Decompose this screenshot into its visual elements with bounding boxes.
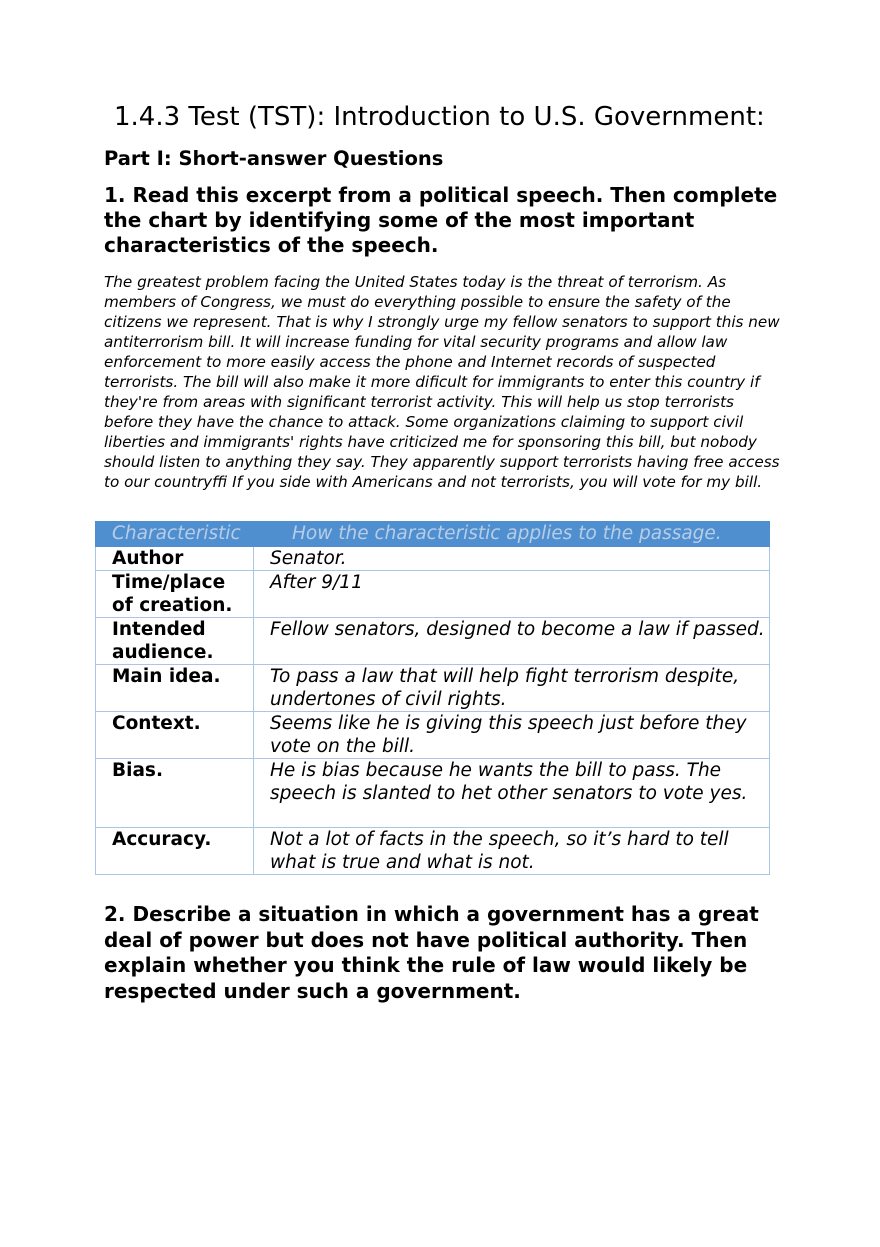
part-heading: Part I: Short-answer Questions: [104, 147, 444, 170]
row-value-accuracy: Not a lot of facts in the speech, so it’s hard to tell what is true and what is not.: [254, 828, 770, 875]
speech-excerpt: The greatest problem facing the United States today is the threat of terrorism. As members of Congress, we must do everything possible to ensure the safety of the citizens we represent. That is why I strongly urge my fellow senators to support this new antiterrorism bill. It will increase funding for vital security programs and allow law enforcement to more easily access the phone and Internet records of suspected terrorists. The bill will also make it more diﬁcult for immigrants to enter this country if they're from areas with significant terrorist activity. This will help us stop terrorists before they have the chance to attack. Some organizations claiming to support civil liberties and immigrants' rights have criticized me for sponsoring this bill, but nobody should listen to anything they say. They apparently support terrorists having free access to our countryﬃ If you side with Americans and not terrorists, you will vote for my bill.: [104, 273, 780, 491]
table-row: [96, 665, 770, 712]
header-application: How the characteristic applies to the passage.: [254, 522, 770, 547]
question-2: 2. Describe a situation in which a government has a great deal of power but does not have political authority. Then explain whether you think the rule of law would likely be respected under such a government.: [104, 902, 759, 1003]
row-value-audience: Fellow senators, designed to become a law if passed.: [254, 618, 770, 665]
row-value-author: Senator.: [254, 547, 770, 571]
row-value-bias: He is bias because he wants the bill to pass. The speech is slanted to het other senators to vote yes.: [254, 759, 770, 828]
table-row: [96, 712, 770, 759]
row-label-bias: Bias.: [96, 759, 254, 828]
row-value-context: Seems like he is giving this speech just before they vote on the bill.: [254, 712, 770, 759]
table-row: [96, 759, 770, 828]
table-row: [96, 571, 770, 618]
row-label-main-idea: Main idea.: [96, 665, 254, 712]
row-label-audience: Intended audience.: [96, 618, 254, 665]
table-header-row: [96, 522, 770, 547]
question-1: 1. Read this excerpt from a political speech. Then complete the chart by identifying some of the most important characteristics of the speech.: [104, 183, 778, 257]
document-title: 1.4.3 Test (TST): Introduction to U.S. Government:: [114, 102, 765, 132]
row-value-time-place: After 9/11: [254, 571, 770, 618]
row-label-accuracy: Accuracy.: [96, 828, 254, 875]
row-label-context: Context.: [96, 712, 254, 759]
row-value-main-idea: To pass a law that will help fight terrorism despite, undertones of civil rights.: [254, 665, 770, 712]
table-row: [96, 828, 770, 875]
row-label-author: Author: [96, 547, 254, 571]
table-row: [96, 618, 770, 665]
characteristics-table: [95, 521, 770, 875]
header-characteristic: Characteristic: [96, 522, 254, 547]
row-label-time-place: Time/place of creation.: [96, 571, 254, 618]
table-row: [96, 547, 770, 571]
